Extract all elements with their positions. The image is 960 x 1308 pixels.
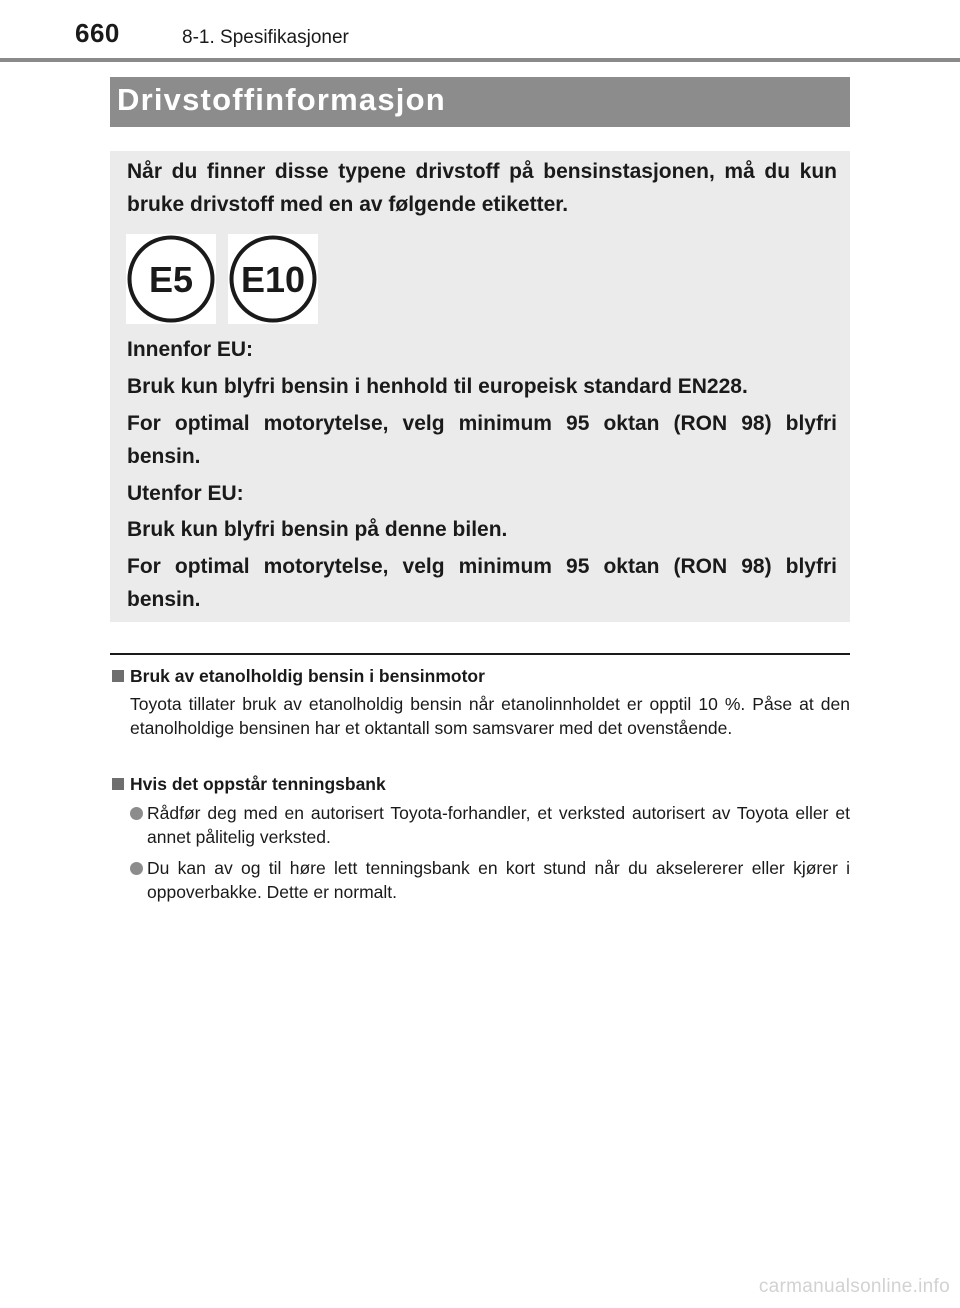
section-heading	[110, 664, 850, 688]
list-item-text: Rådfør deg med en autorisert Toyota-forhandler, et verksted autorisert av Toyota eller et annet pålitelig verksted.	[147, 803, 850, 847]
fuel-label-e10	[228, 234, 318, 324]
page-number: 660	[75, 18, 120, 48]
section-heading	[110, 772, 850, 796]
fuel-label-e5-text: E5	[148, 259, 194, 300]
fuel-label-e5-icon	[126, 234, 216, 324]
square-bullet-icon	[112, 670, 124, 682]
section-body: Toyota tillater bruk av etanolholdig bensin når etanolinnholdet er opptil 10 %. Påse at den etanolholdige bensinen har et oktantall som samsvarer med det ovenstående.	[130, 694, 850, 738]
circle-bullet-icon	[130, 807, 143, 820]
page-title: Drivstoffinformasjon	[117, 82, 446, 117]
page-header	[75, 18, 885, 58]
circle-bullet-icon	[130, 862, 143, 875]
outside-eu-text-2: For optimal motorytelse, velg minimum 95 oktan (RON 98) blyfri bensin.	[127, 555, 837, 611]
engine-knock-section	[110, 772, 850, 904]
list-item-text: Du kan av og til høre lett tenningsbank en kort stund når du akselererer eller kjører i oppoverbakke. Dette er normalt.	[147, 858, 850, 902]
inside-eu-label: Innenfor EU:	[127, 338, 253, 361]
ethanol-fuel-section	[110, 664, 850, 740]
fuel-info-intro: Når du finner disse typene drivstoff på bensinstasjonen, må du kun bruke drivstoff med en av følgende etiketter.	[127, 160, 837, 216]
fuel-info-box	[110, 151, 850, 622]
section-reference: 8-1. Spesifikasjoner	[182, 27, 349, 48]
inside-eu-text-2: For optimal motorytelse, velg minimum 95 oktan (RON 98) blyfri bensin.	[127, 412, 837, 468]
inside-eu-text-1: Bruk kun blyfri bensin i henhold til europeisk standard EN228.	[127, 375, 748, 398]
list-item	[130, 801, 850, 849]
fuel-label-e10-text: E10	[241, 259, 305, 300]
fuel-label-e5	[126, 234, 216, 324]
outside-eu-label: Utenfor EU:	[127, 482, 244, 505]
list-item	[130, 856, 850, 904]
header-rule	[0, 58, 960, 62]
fuel-label-e10-icon	[228, 234, 318, 324]
title-bar	[110, 77, 850, 127]
outside-eu-text-1: Bruk kun blyfri bensin på denne bilen.	[127, 518, 508, 541]
section-divider	[110, 653, 850, 655]
square-bullet-icon	[112, 778, 124, 790]
section-heading-text: Bruk av etanolholdig bensin i bensinmotor	[130, 666, 485, 686]
section-heading-text: Hvis det oppstår tenningsbank	[130, 774, 386, 794]
watermark: carmanualsonline.info	[758, 1276, 950, 1297]
